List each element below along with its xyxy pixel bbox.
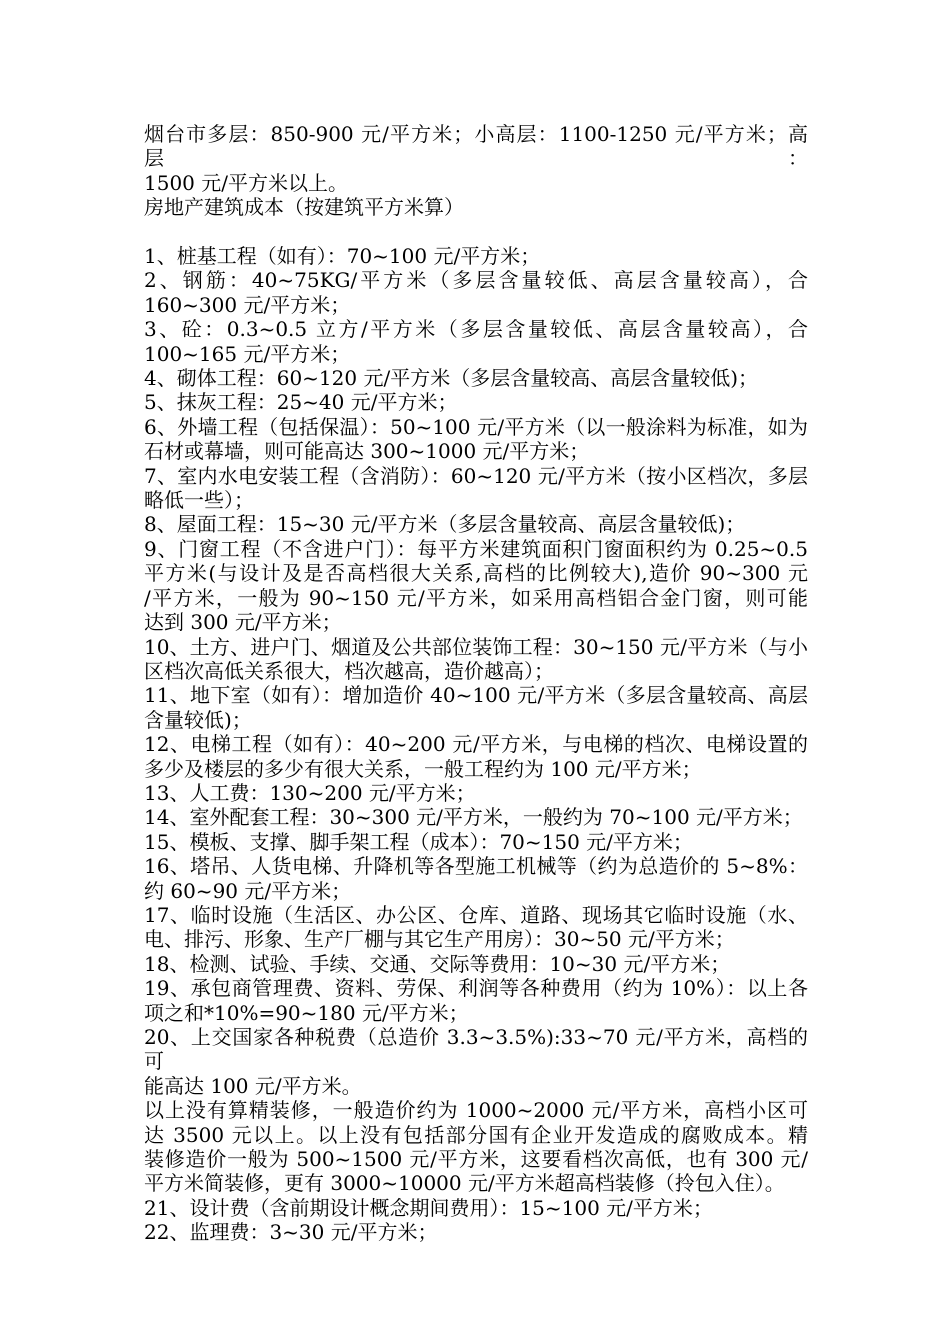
item-line: 9、门窗工程（不含进户门）：每平方米建筑面积门窗面积约为 0.25~0.5: [144, 536, 808, 561]
item-line: 约 60~90 元/平方米；: [144, 878, 352, 903]
item-line: 石材或幕墙，则可能高达 300~1000 元/平方米；: [144, 439, 590, 464]
item-line: 11、地下室（如有）：增加造价 40~100 元/平方米（多层含量较高、高层: [144, 683, 808, 708]
item-line: 4、砌体工程：60~120 元/平方米（多层含量较高、高层含量较低)；: [144, 366, 759, 391]
item-line: 13、人工费：130~200 元/平方米；: [144, 780, 476, 805]
item-line: 10、土方、进户门、烟道及公共部位装饰工程：30~150 元/平方米（与小: [144, 634, 808, 659]
item-line: 18、检测、试验、手续、交通、交际等费用：10~30 元/平方米；: [144, 951, 731, 976]
item-line: 2、钢筋：40~75KG/平方米（多层含量较低、高层含量较高），合: [144, 268, 808, 293]
item-line: 8、屋面工程：15~30 元/平方米（多层含量较高、高层含量较低)；: [144, 512, 746, 537]
item-line: 达到 300 元/平方米；: [144, 610, 342, 635]
item-line: 160~300 元/平方米；: [144, 292, 351, 317]
item-line: 21、设计费（含前期设计概念期间费用）：15~100 元/平方米；: [144, 1195, 713, 1220]
item-line: 15、模板、支撑、脚手架工程（成本）：70~150 元/平方米；: [144, 829, 693, 854]
item-line: 20、上交国家各种税费（总造价 3.3~3.5%):33~70 元/平方米，高档的可: [144, 1025, 808, 1074]
item-line: 6、外墙工程（包括保温）：50~100 元/平方米（以一般涂料为标准，如为: [144, 414, 808, 439]
section-heading: 房地产建筑成本（按建筑平方米算）: [144, 195, 464, 220]
blank-line: [144, 220, 808, 244]
intro-line: 1500 元/平方米以上。: [144, 170, 348, 195]
item-line: 平方米(与设计及是否高档很大关系,高档的比例较大),造价 90~300 元: [144, 561, 808, 586]
item-line: 16、塔吊、人货电梯、升降机等各型施工机械等（约为总造价的 5~8%：: [144, 854, 808, 879]
item-line: 7、室内水电安装工程（含消防）：60~120 元/平方米（按小区档次，多层: [144, 463, 808, 488]
item-line: 100~165 元/平方米；: [144, 341, 351, 366]
item-line: 能高达 100 元/平方米。: [144, 1073, 362, 1098]
item-line: 12、电梯工程（如有）：40~200 元/平方米，与电梯的档次、电梯设置的: [144, 732, 808, 757]
item-line: 项之和*10%=90~180 元/平方米；: [144, 1000, 469, 1025]
item-line: 22、监理费：3~30 元/平方米；: [144, 1220, 438, 1245]
item-line: 14、室外配套工程：30~300 元/平方米，一般约为 70~100 元/平方米；: [144, 805, 803, 830]
paragraph-line: 以上没有算精装修，一般造价约为 1000~2000 元/平方米，高档小区可: [144, 1098, 808, 1123]
item-line: 1、桩基工程（如有）：70~100 元/平方米；: [144, 244, 541, 269]
paragraph-line: 达 3500 元以上。以上没有包括部分国有企业开发造成的腐败成本。精: [144, 1122, 808, 1147]
item-line: 电、排污、形象、生产厂棚与其它生产用房）：30~50 元/平方米；: [144, 927, 735, 952]
document-body: [144, 122, 808, 1245]
intro-line: 烟台市多层：850-900 元/平方米；小高层：1100-1250 元/平方米；高层：: [144, 122, 808, 171]
item-line: 多少及楼层的多少有很大关系，一般工程约为 100 元/平方米；: [144, 756, 702, 781]
item-line: /平方米，一般为 90~150 元/平方米，如采用高档铝合金门窗，则可能: [144, 585, 808, 610]
item-line: 17、临时设施（生活区、办公区、仓库、道路、现场其它临时设施（水、: [144, 902, 808, 927]
paragraph-line: 平方米简装修，更有 3000~10000 元/平方米超高档装修（拎包入住）。: [144, 1171, 785, 1196]
item-line: 区档次高低关系很大，档次越高，造价越高）；: [144, 658, 554, 683]
item-line: 19、承包商管理费、资料、劳保、利润等各种费用（约为 10%）：以上各: [144, 976, 808, 1001]
item-line: 略低一些）；: [144, 488, 254, 513]
paragraph-line: 装修造价一般为 500~1500 元/平方米，这要看档次高低，也有 300 元/: [144, 1147, 808, 1172]
item-line: 5、抹灰工程：25~40 元/平方米；: [144, 390, 458, 415]
item-line: 含量较低)；: [144, 707, 252, 732]
item-line: 3、砼：0.3~0.5 立方/平方米（多层含量较低、高层含量较高），合: [144, 317, 808, 342]
